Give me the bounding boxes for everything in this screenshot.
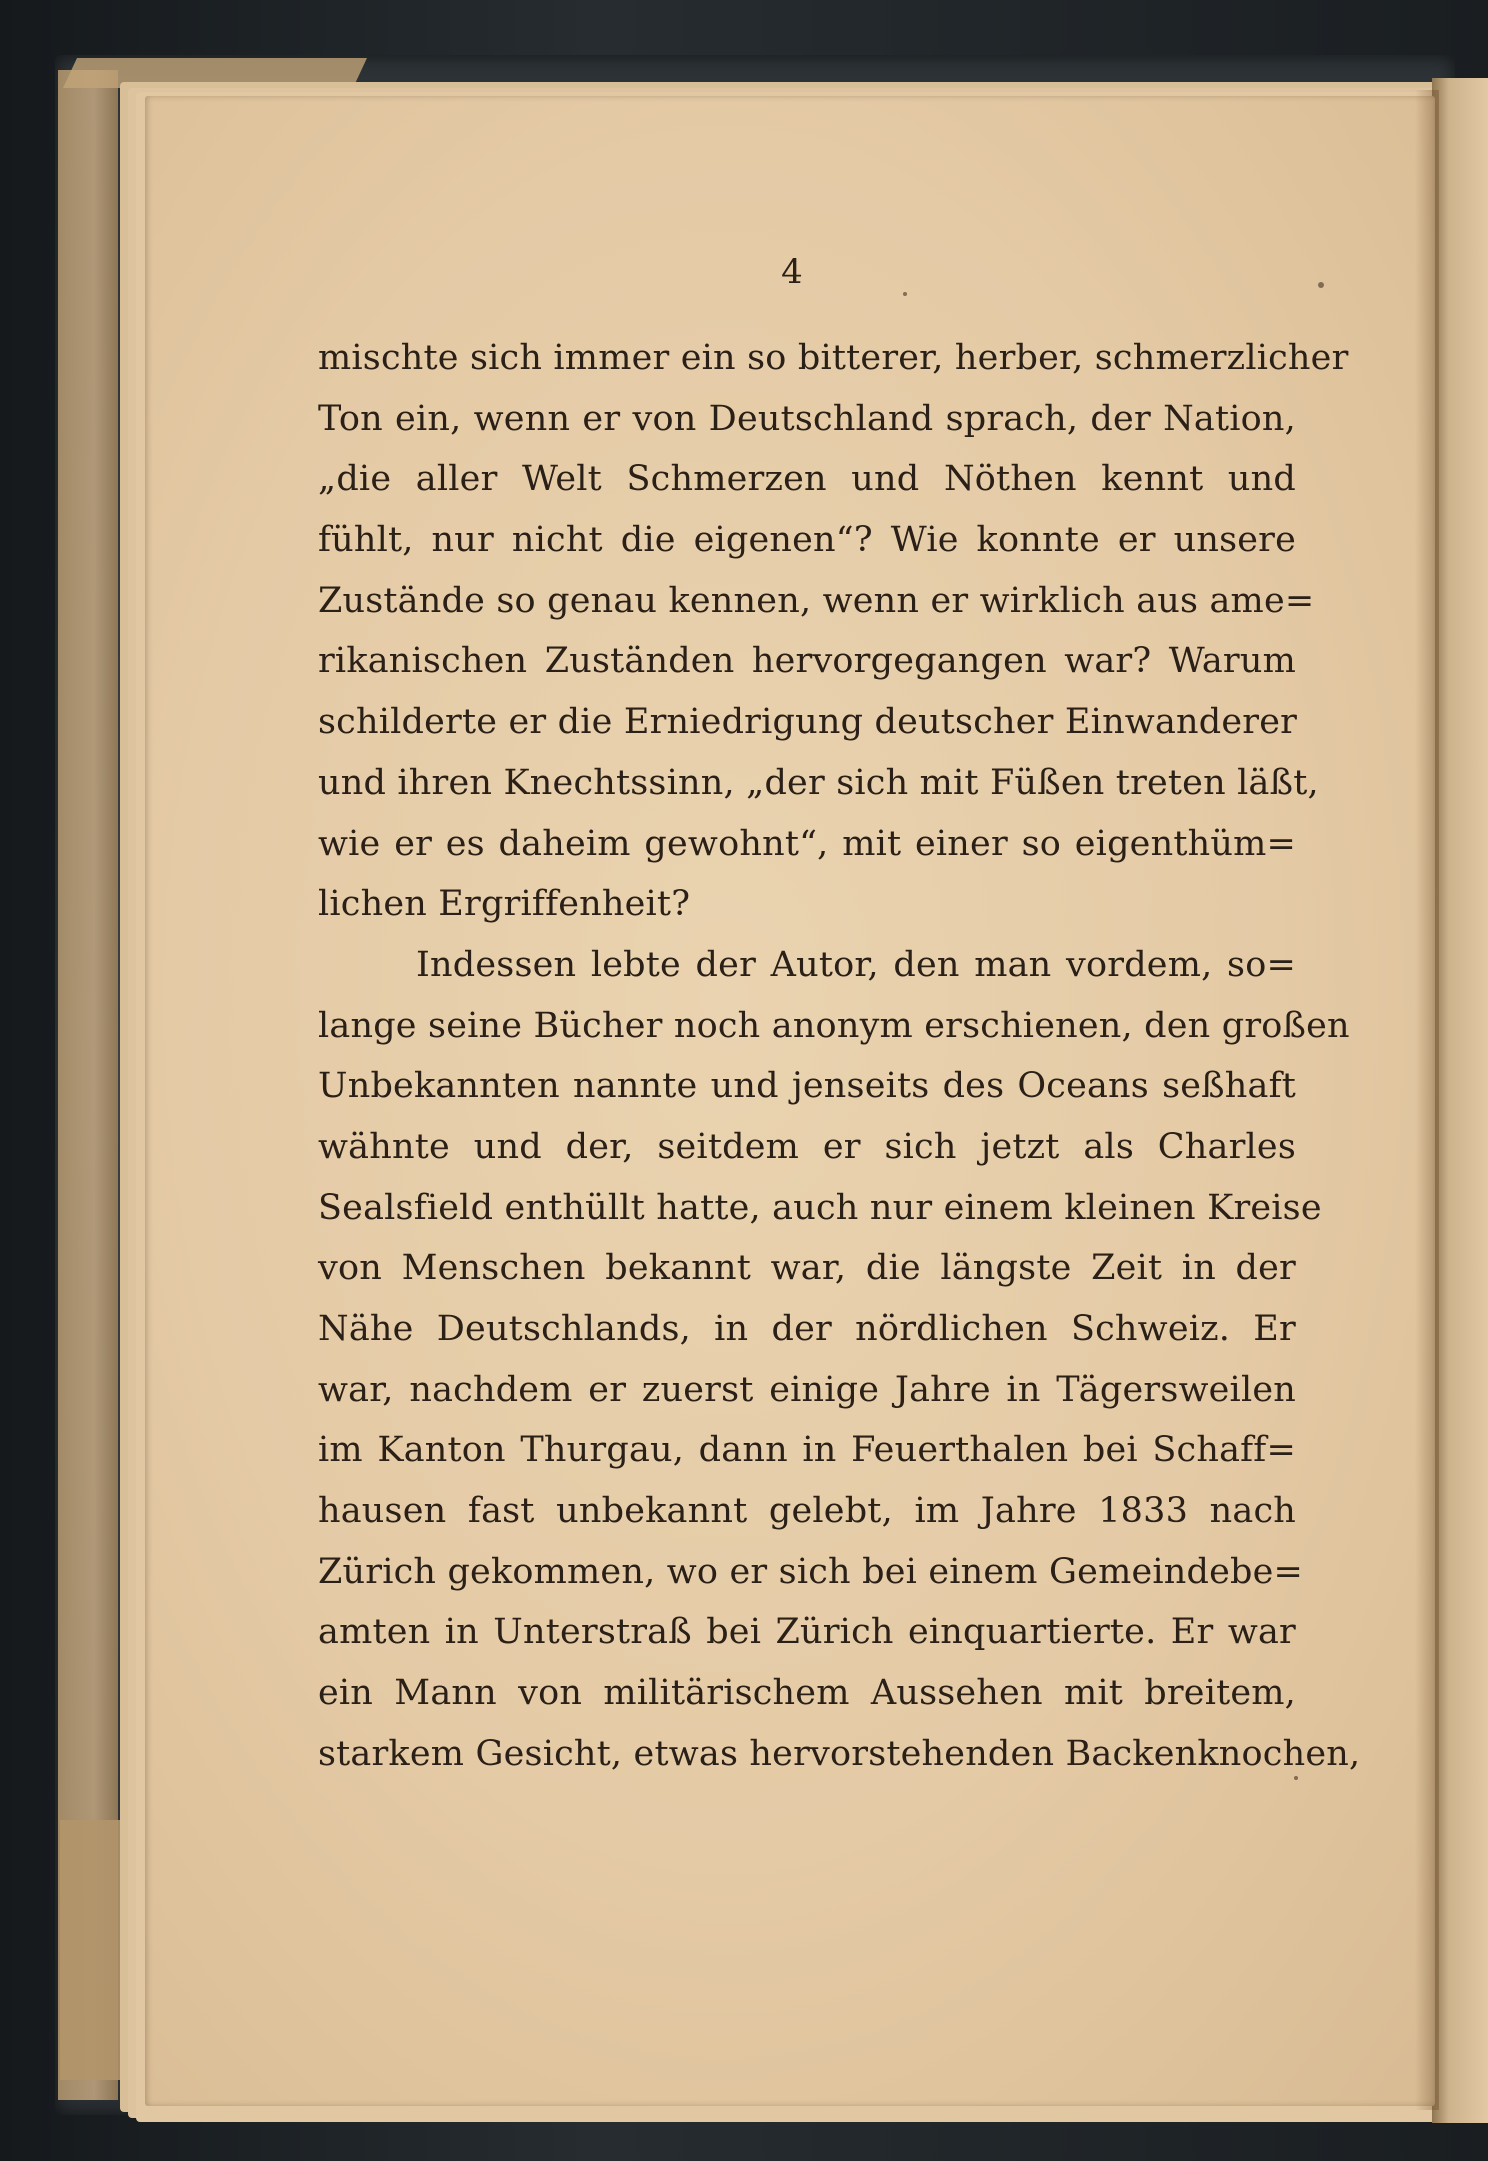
paper-speck	[1318, 282, 1324, 288]
facing-page-edge	[1432, 78, 1488, 2123]
text-line: mischte sich immer ein so bitterer, herber, schmerzlicher	[318, 338, 1349, 378]
text-line: Unbekannten nannte und jenseits des Oceans seßhaft	[318, 1066, 1296, 1107]
text-line: wähnte und der, seitdem er sich jetzt als Charles	[318, 1126, 1296, 1167]
spine-shadow	[1415, 90, 1439, 2110]
paper-speck	[903, 292, 907, 296]
text-line: im Kanton Thurgau, dann in Feuerthalen bei Schaff=	[318, 1430, 1296, 1471]
text-line: „die aller Welt Schmerzen und Nöthen kennt und	[318, 459, 1296, 500]
text-line: lange seine Bücher noch anonym erschienen, den großen	[318, 1005, 1350, 1046]
text-line: von Menschen bekannt war, die längste Zeit in der	[318, 1248, 1296, 1289]
text-line: fühlt, nur nicht die eigenen“? Wie konnte er unsere	[318, 520, 1296, 561]
page-number: 4	[781, 252, 803, 292]
text-line: Indessen lebte der Autor, den man vordem, so=	[416, 944, 1296, 985]
body-text	[318, 328, 1361, 1785]
text-line: war, nachdem er zuerst einige Jahre in Tägersweilen	[318, 1369, 1296, 1410]
text-line: schilderte er die Erniedrigung deutscher Einwanderer	[318, 702, 1298, 743]
text-line: Zürich gekommen, wo er sich bei einem Gemeindebe=	[318, 1551, 1304, 1592]
cover-corner	[60, 1820, 120, 2080]
text-line: hausen fast unbekannt gelebt, im Jahre 1833 nach	[318, 1491, 1296, 1532]
text-line: lichen Ergriffenheit?	[318, 884, 691, 925]
text-line: rikanischen Zuständen hervorgegangen war? Warum	[318, 641, 1296, 682]
text-line: Zustände so genau kennen, wenn er wirklich aus ame=	[318, 580, 1315, 621]
text-line: starkem Gesicht, etwas hervorstehenden Backenknochen,	[318, 1733, 1361, 1774]
text-line: Sealsfield enthüllt hatte, auch nur einem kleinen Kreise	[318, 1187, 1322, 1228]
text-line: wie er es daheim gewohnt“, mit einer so eigenthüm=	[318, 823, 1296, 864]
text-line: Nähe Deutschlands, in der nördlichen Schweiz. Er	[318, 1309, 1296, 1349]
text-line: und ihren Knechtssinn, „der sich mit Füßen treten läßt,	[318, 762, 1319, 803]
text-line: Ton ein, wenn er von Deutschland sprach, der Nation,	[318, 398, 1296, 439]
text-line: ein Mann von militärischem Aussehen mit breitem,	[318, 1673, 1296, 1714]
text-line: amten in Unterstraß bei Zürich einquartierte. Er war	[318, 1612, 1296, 1653]
cover-edge	[58, 70, 118, 2100]
paper-speck	[1294, 1776, 1298, 1780]
